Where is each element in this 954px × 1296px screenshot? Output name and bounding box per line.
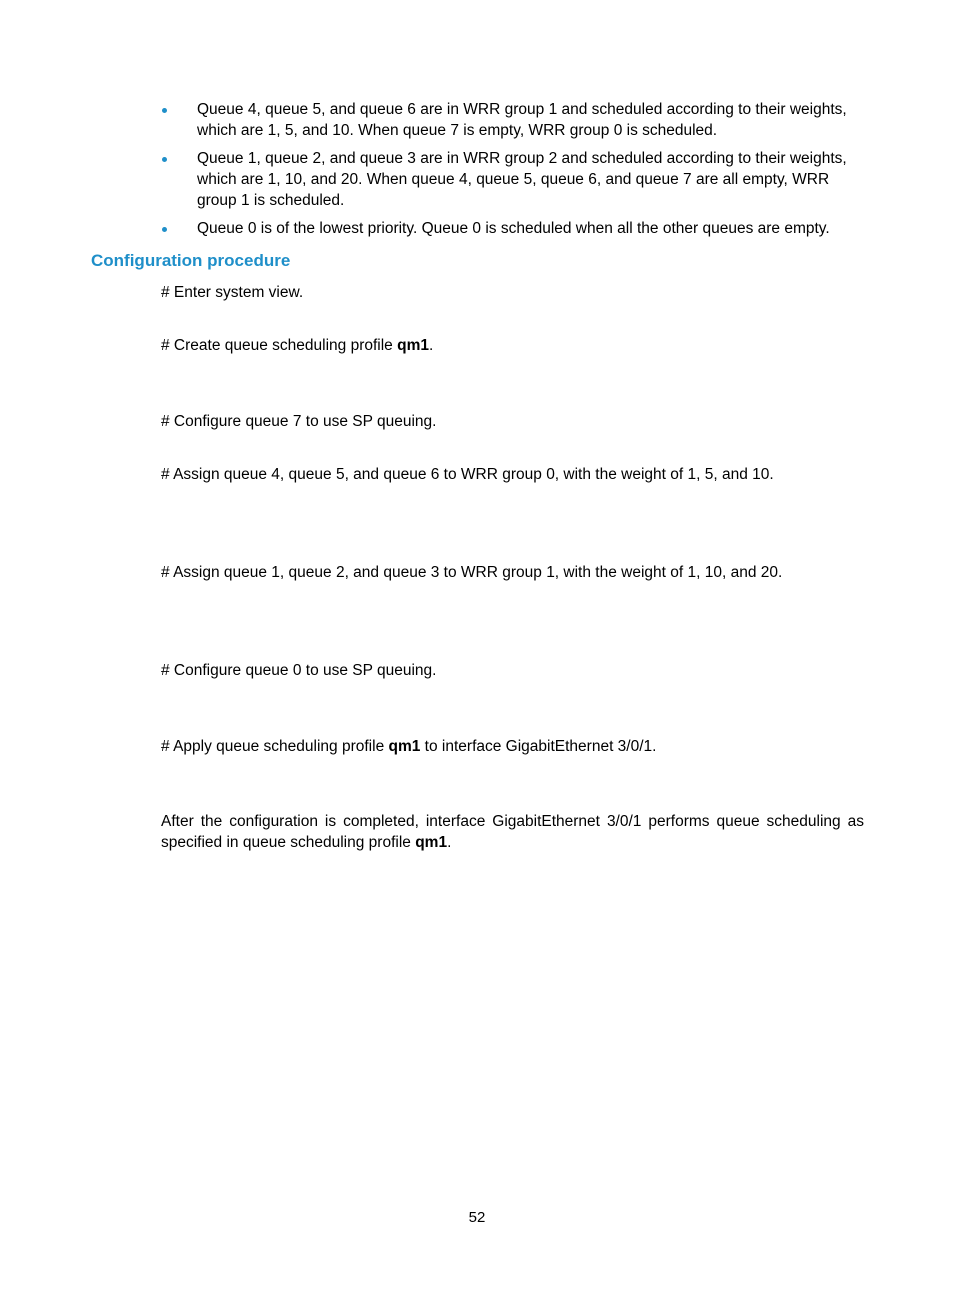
bullet-icon — [162, 227, 167, 232]
step-text: # Apply queue scheduling profile — [161, 738, 389, 755]
step-enter-system-view: # Enter system view. — [161, 284, 304, 301]
list-item — [160, 218, 865, 239]
list-item-text: Queue 0 is of the lowest priority. Queue 0 is scheduled when all the other queues are empty. — [197, 220, 830, 237]
step-assign-wrr-group-0: # Assign queue 4, queue 5, and queue 6 to WRR group 0, with the weight of 1, 5, and 10. — [161, 466, 774, 483]
step-create-profile — [161, 335, 433, 356]
step-assign-wrr-group-1: # Assign queue 1, queue 2, and queue 3 to WRR group 1, with the weight of 1, 10, and 20. — [161, 564, 783, 581]
bullet-icon — [162, 108, 167, 113]
profile-name: qm1 — [397, 337, 429, 354]
step-queue0-sp: # Configure queue 0 to use SP queuing. — [161, 662, 437, 679]
step-text: # Create queue scheduling profile — [161, 337, 398, 354]
profile-name: qm1 — [415, 834, 448, 851]
list-item-text: Queue 4, queue 5, and queue 6 are in WRR group 1 and scheduled according to their weights, which are 1, 5, and 10. When queue 7 is empty, WRR group 0 is scheduled. — [197, 101, 847, 139]
closing-text: After the configuration is completed, interface GigabitEthernet 3/0/1 performs queue scheduling as specified in queue scheduling profile — [161, 813, 864, 851]
bullet-list — [160, 99, 865, 246]
list-item-text: Queue 1, queue 2, and queue 3 are in WRR group 2 and scheduled according to their weights, which are 1, 10, and 20. When queue 4, queue 5, queue 6, and queue 7 are all empty, WRR group 1 is scheduled. — [197, 150, 847, 209]
profile-name: qm1 — [388, 738, 421, 755]
list-item — [160, 148, 865, 211]
list-item — [160, 99, 865, 141]
step-text: . — [428, 337, 434, 354]
closing-paragraph — [161, 811, 864, 853]
section-title: Configuration procedure — [91, 251, 291, 270]
bullet-icon — [162, 157, 167, 162]
page-number: 52 — [468, 1209, 486, 1226]
step-queue7-sp: # Configure queue 7 to use SP queuing. — [161, 413, 437, 430]
step-apply-profile — [161, 736, 656, 757]
step-text: to interface GigabitEthernet 3/0/1. — [420, 738, 657, 755]
closing-text: . — [447, 834, 452, 851]
